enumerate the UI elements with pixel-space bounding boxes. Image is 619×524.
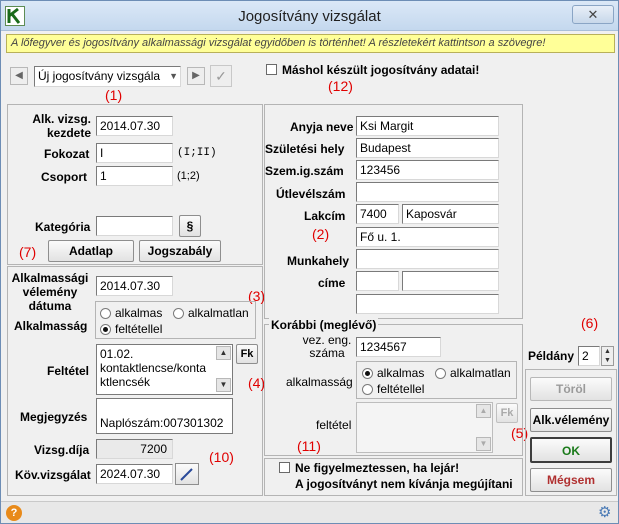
kov-field[interactable]: 2024.07.30 [96,464,173,484]
korabbi-feltetel-label: feltétel [316,418,352,432]
cime-label: címe [318,276,346,290]
radio-feltetellel[interactable] [100,324,111,335]
korabbi-radio-feltetellel[interactable] [362,384,373,395]
annotation-3: (3) [248,288,266,304]
settings-gear-icon[interactable]: ⚙ [598,504,612,521]
korabbi-alkalmassag-label: alkalmasság [286,375,353,389]
annotation-1: (1) [105,87,123,103]
korabbi-radio-alkalmatlan[interactable] [435,368,446,379]
dij-field [96,439,173,459]
radio-alkalmas-label: alkalmas [115,306,163,320]
radio-alkalmatlan-label: alkalmatlan [188,306,249,320]
torol-button[interactable]: Töröl [530,377,612,401]
kov-label: Köv.vizsgálat [15,468,91,482]
info-banner[interactable]: A lőfegyver és jogosítvány alkalmassági vizsgálat egyidőben is történhet! A részletekért kattintson a szövegre! [6,34,615,53]
korabbi-radio-feltetellel-label: feltétellel [377,382,425,396]
utca-field[interactable]: Fő u. 1. [356,227,499,247]
megjegyzes-label: Megjegyzés [20,410,88,424]
szul-label: Születési hely [265,142,345,156]
feltetel-label: Feltétel [47,364,90,378]
anyja-label: Anyja neve [290,120,354,134]
megjegyzes-text: Naplószám:007301302 [100,416,224,430]
korabbi-radio-alkalmas-label: alkalmas [377,366,425,380]
megsem-button[interactable]: Mégsem [530,468,612,492]
alk-kezdete-field[interactable]: 2014.07.30 [96,116,173,136]
velemeny-field[interactable]: 2014.07.30 [96,276,173,296]
help-icon[interactable]: ? [6,505,22,521]
other-license-checkbox[interactable] [266,64,277,75]
annotation-10: (10) [209,449,234,465]
radio-alkalmas[interactable] [100,308,111,319]
paragraph-button[interactable]: § [179,215,201,237]
korabbi-scroll-down-icon[interactable]: ▼ [476,437,491,451]
chevron-down-icon: ▼ [169,71,178,81]
fokozat-field[interactable]: I [96,143,173,163]
korabbi-feltetel-textarea[interactable] [356,402,493,453]
feltetel-text: 01.02. kontaktlencse/konta ktlencsék [100,347,207,389]
annotation-6: (6) [581,315,599,331]
title-bar [1,1,618,31]
alk-velemeny-button[interactable]: Alk.vélemény [530,408,612,432]
ok-button[interactable]: OK [530,437,612,463]
velemeny-label: Alkalmassági vélemény dátuma [11,271,89,313]
munkahely-label: Munkahely [287,254,350,268]
feltetel-fk-button[interactable]: Fk [236,344,258,364]
warn-line1: Ne figyelmeztessen, ha lejár! [295,461,460,475]
korabbi-fk-button[interactable]: Fk [496,403,518,423]
prev-arrow-icon[interactable]: ◀ [10,67,28,85]
vez-field[interactable]: 1234567 [356,337,441,357]
alk-kezdete-label: Alk. vizsg. kezdete [32,112,91,140]
record-select[interactable] [34,66,181,87]
csoport-label: Csoport [41,170,87,184]
cime-varos-field[interactable] [402,271,499,291]
peldany-field[interactable]: 2 [578,346,600,366]
warn-line2: A jogosítványt nem kívánja megújítani [295,477,513,491]
anyja-field[interactable]: Ksi Margit [356,116,499,136]
peldany-spinner-icon[interactable]: ▲ ▼ [601,346,614,366]
feltetel-textarea[interactable] [96,344,233,395]
fokozat-label: Fokozat [44,147,90,161]
alkalmassag-label: Alkalmasság [14,319,88,333]
kategoria-label: Kategória [35,220,91,234]
korabbi-radio-alkalmatlan-label: alkalmatlan [450,366,511,380]
window-title: Jogosítvány vizsgálat [238,8,381,25]
utlevel-label: Útlevélszám [276,187,346,201]
vez-label: vez. eng. száma [302,333,352,360]
kategoria-field[interactable] [96,216,173,236]
szemig-field[interactable]: 123456 [356,160,499,180]
munkahely-field[interactable] [356,249,499,269]
szul-field[interactable]: Budapest [356,138,499,158]
annotation-2: (2) [312,226,330,242]
record-select-value: Új jogosítvány vizsgála [38,69,161,83]
radio-feltetellel-label: feltétellel [115,322,163,336]
dij-label: Vizsg.díja [34,443,90,457]
megjegyzes-textarea[interactable] [96,398,233,434]
adatlap-button[interactable]: Adatlap [48,240,134,262]
warn-checkbox[interactable] [279,462,290,473]
lakcim-label: Lakcím [304,209,346,223]
fokozat-hint: (I;II) [177,147,217,159]
feltetel-scroll-up-icon[interactable]: ▲ [216,346,231,360]
radio-alkalmatlan[interactable] [173,308,184,319]
next-arrow-icon[interactable]: ▶ [187,67,205,85]
szemig-label: Szem.ig.szám [265,164,344,178]
cime-utca-field[interactable] [356,294,499,314]
korabbi-scroll-up-icon[interactable]: ▲ [476,404,491,418]
irsz-field[interactable]: 7400 [356,204,399,224]
varos-field[interactable]: Kaposvár [402,204,499,224]
korabbi-label: Korábbi (meglévő) [271,318,377,332]
cime-irsz-field[interactable] [356,271,399,291]
jogszabaly-button[interactable]: Jogszabály [139,240,221,262]
annotation-11: (11) [297,438,321,454]
annotation-5: (5) [511,425,529,441]
csoport-field[interactable]: 1 [96,166,173,186]
korabbi-radio-alkalmas[interactable] [362,368,373,379]
edit-pen-icon[interactable] [175,463,199,485]
close-button[interactable]: ✕ [572,5,614,24]
utlevel-field[interactable] [356,182,499,202]
status-bar [1,501,618,523]
csoport-hint: (1;2) [177,170,200,182]
dij-value: 7200 [140,442,167,456]
peldany-label: Példány [528,349,575,363]
other-license-label: Máshol készült jogosítvány adatai! [282,63,480,77]
annotation-4: (4) [248,375,266,391]
annotation-7: (7) [19,244,37,260]
annotation-12: (12) [328,78,353,94]
feltetel-scroll-down-icon[interactable]: ▼ [216,378,231,392]
confirm-check-icon[interactable]: ✓ [210,65,232,87]
